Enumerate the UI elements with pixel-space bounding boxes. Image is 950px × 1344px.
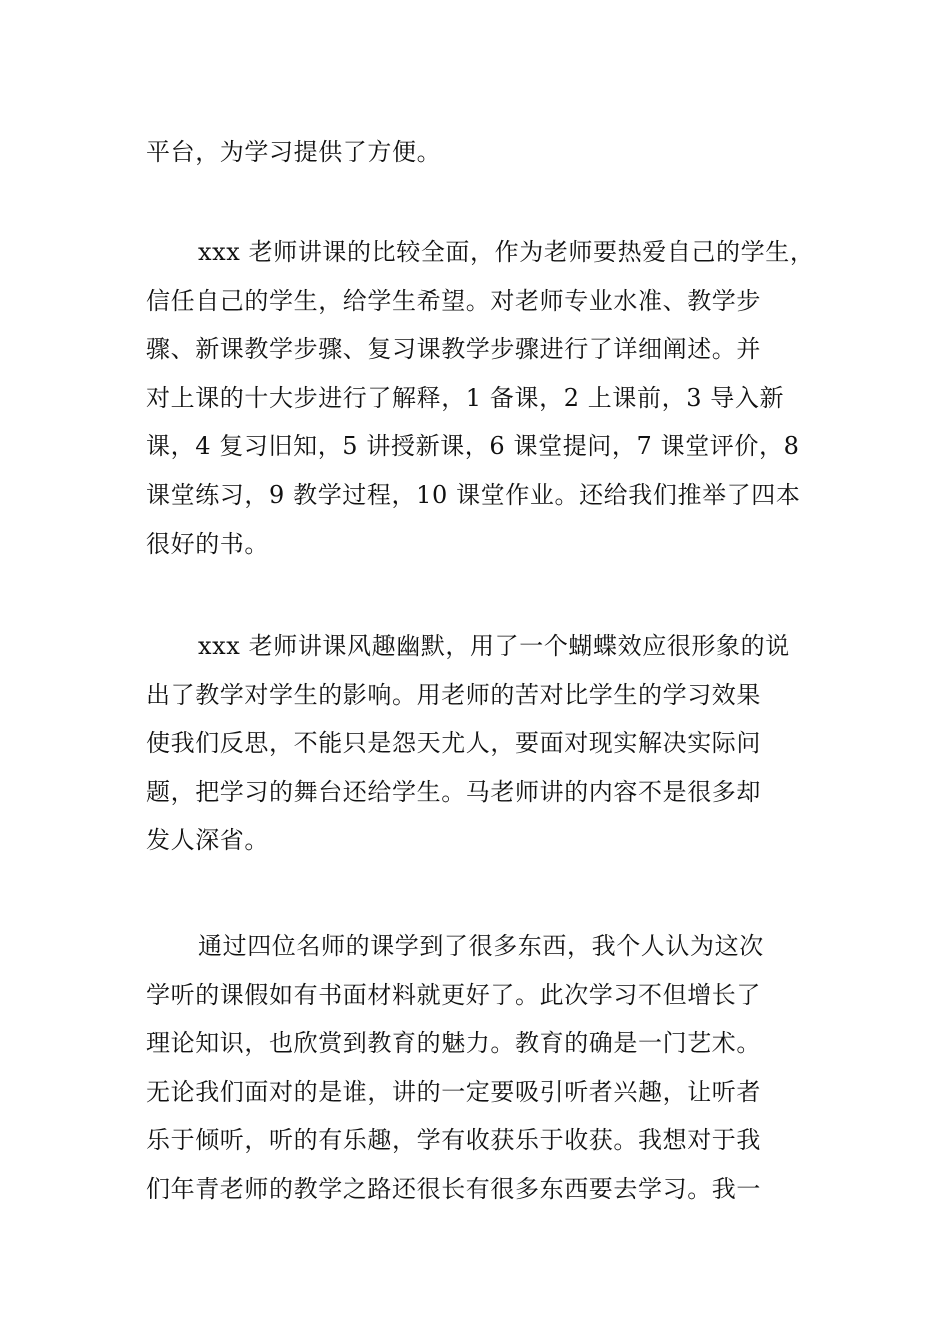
paragraph-2 xyxy=(146,228,836,568)
text-line: 学听的课假如有书面材料就更好了。此次学习不但增长了 xyxy=(146,980,761,1009)
text-line: 平台，为学习提供了方便。 xyxy=(146,138,442,166)
paragraph-4 xyxy=(146,922,836,1214)
text-line: 发人深省。 xyxy=(146,826,269,855)
text-line: 理论知识，也欣赏到教育的魅力。教育的确是一门艺术。 xyxy=(146,1029,761,1058)
text-line: 对上课的十大步进行了解释，1 备课，2 上课前，3 导入新 xyxy=(146,383,785,412)
text-line: 无论我们面对的是谁，讲的一定要吸引听者兴趣，让听者 xyxy=(146,1077,761,1106)
text-line: 出了教学对学生的影响。用老师的苦对比学生的学习效果 xyxy=(146,680,761,709)
paragraph-1 xyxy=(146,128,836,177)
text-line: xxx 老师讲课的比较全面，作为老师要热爱自己的学生， xyxy=(198,238,815,266)
paragraph-3 xyxy=(146,622,836,865)
text-line: 信任自己的学生，给学生希望。对老师专业水准、教学步 xyxy=(146,286,761,315)
text-line: 课堂练习，9 教学过程，10 课堂作业。还给我们推举了四本 xyxy=(146,480,801,509)
text-line: 通过四位名师的课学到了很多东西，我个人认为这次 xyxy=(198,932,764,960)
text-line: 题，把学习的舞台还给学生。马老师讲的内容不是很多却 xyxy=(146,777,761,806)
text-line: 很好的书。 xyxy=(146,529,269,558)
text-line: xxx 老师讲课风趣幽默，用了一个蝴蝶效应很形象的说 xyxy=(198,632,790,660)
text-line: 骤、新课教学步骤、复习课教学步骤进行了详细阐述。并 xyxy=(146,335,761,364)
text-line: 们年青老师的教学之路还很长有很多东西要去学习。我一 xyxy=(146,1174,761,1203)
text-line: 课，4 复习旧知，5 讲授新课，6 课堂提问，7 课堂评价，8 xyxy=(146,432,800,461)
text-line: 乐于倾听，听的有乐趣，学有收获乐于收获。我想对于我 xyxy=(146,1126,761,1155)
text-line: 使我们反思，不能只是怨天尤人，要面对现实解决实际问 xyxy=(146,729,761,758)
